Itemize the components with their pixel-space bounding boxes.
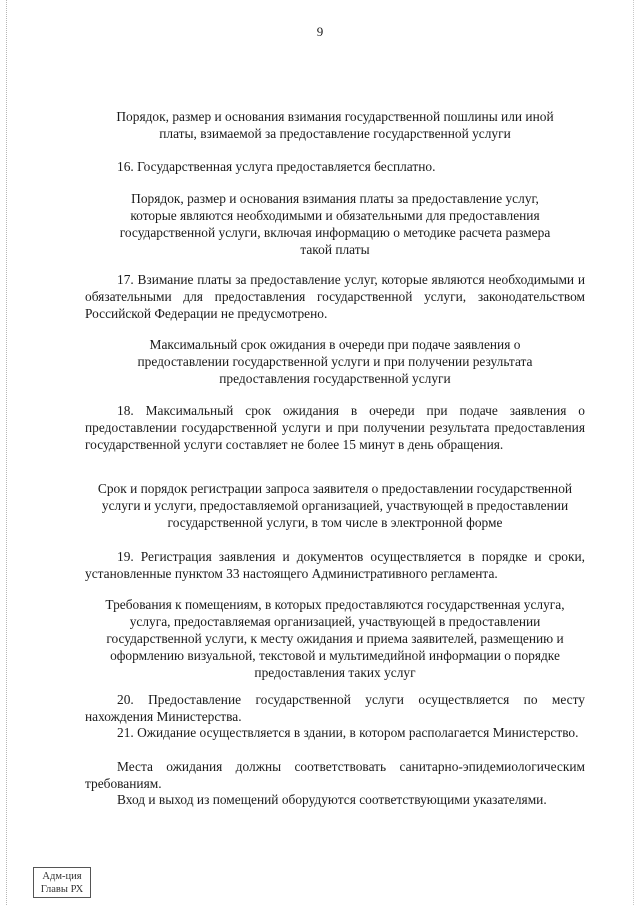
paragraph-21-entrance: Вход и выход из помещений оборудуются соответствующими указателями. — [117, 792, 547, 807]
paragraph-16: 16. Государственная услуга предоставляется бесплатно. — [117, 159, 436, 174]
heading-payment: Порядок, размер и основания взимания платы за предоставление услуг, которые являются необходимыми и обязательными для предоставления государственной услуги, включая информацию о методике расчета размера такой платы — [119, 191, 551, 257]
heading-premises: Требования к помещениям, в которых предоставляются государственная услуга, услуга, предоставляемая организацией, участвующей в предоставлении государственной услуги, к месту ожидания и приема заявителей, размещению и оформлению визуальной, текстовой и мультимедийной информации о порядке предоставления таких услуг — [105, 597, 565, 680]
administration-stamp — [33, 867, 91, 898]
paragraph-19: 19. Регистрация заявления и документов осуществляется в порядке и сроки, установленные пунктом 33 настоящего Административного регламента. — [85, 549, 585, 581]
heading-queue: Максимальный срок ожидания в очереди при подаче заявления о предоставлении государственной услуги и при получении результата предоставления государственной услуги — [137, 337, 533, 386]
paragraph-20: 20. Предоставление государственной услуги осуществляется по месту нахождения Министерства. — [85, 692, 585, 724]
stamp-line-2: Главы РХ — [40, 884, 84, 895]
paragraph-21-waiting-places: Места ожидания должны соответствовать санитарно-эпидемиологическим требованиям. — [85, 759, 585, 791]
page-number: 9 — [316, 24, 324, 39]
right-edge-line — [633, 0, 634, 905]
paragraph-17: 17. Взимание платы за предоставление услуг, которые являются необходимыми и обязательными для предоставления государственной услуги, законодательством Российской Федерации не предусмотрено. — [85, 272, 585, 321]
heading-fee: Порядок, размер и основания взимания государственной пошлины или иной платы, взимаемой за предоставление государственной услуги — [116, 109, 554, 141]
paragraph-18: 18. Максимальный срок ожидания в очереди при подаче заявления о предоставлении государственной услуги и при получении результата предоставления государственной услуги составляет не более 15 минут в день обращения. — [85, 403, 585, 452]
stamp-line-1: Адм-ция — [42, 871, 82, 882]
paragraph-21: 21. Ожидание осуществляется в здании, в котором располагается Министерство. — [117, 725, 579, 740]
heading-registration: Срок и порядок регистрации запроса заявителя о предоставлении государственной услуги и услуги, предоставляемой организацией, участвующей в предоставлении государственной услуги, в том числе в электронной форме — [97, 481, 573, 530]
left-edge-line — [6, 0, 7, 905]
